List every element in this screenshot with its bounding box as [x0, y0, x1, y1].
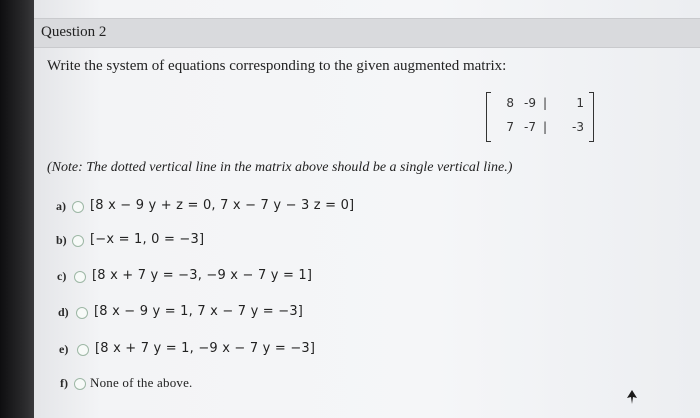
matrix-cell: 7 [506, 120, 514, 134]
option-d[interactable] [34, 302, 434, 324]
question-title: Question 2 [41, 24, 107, 40]
radio-button[interactable] [74, 378, 86, 390]
matrix-cell: 8 [506, 96, 514, 110]
option-letter: e) [59, 342, 69, 356]
matrix-cell: -7 [524, 120, 536, 134]
matrix-row [486, 120, 594, 136]
option-a[interactable] [34, 196, 434, 218]
matrix-note: (Note: The dotted vertical line in the matrix above should be a single vertical line.) [47, 160, 513, 175]
radio-button[interactable] [72, 201, 84, 213]
matrix-separator: | [542, 96, 548, 110]
option-text: [8 x − 9 y + z = 0, 7 x − 7 y − 3 z = 0] [90, 198, 355, 213]
radio-button[interactable] [77, 344, 89, 356]
option-f[interactable] [34, 373, 434, 395]
radio-button[interactable] [76, 307, 88, 319]
augmented-matrix [486, 92, 594, 142]
matrix-cell: 1 [576, 96, 584, 110]
matrix-row [486, 96, 594, 112]
matrix-cell: -3 [572, 120, 584, 134]
option-b[interactable] [34, 230, 434, 252]
option-c[interactable] [34, 266, 434, 288]
option-e[interactable] [34, 339, 434, 361]
option-text: [8 x + 7 y = 1, −9 x − 7 y = −3] [95, 341, 316, 356]
option-letter: d) [58, 305, 69, 319]
option-text: [−x = 1, 0 = −3] [90, 232, 205, 247]
option-letter: c) [57, 269, 67, 283]
question-page [34, 0, 700, 418]
screen-bezel [0, 0, 35, 418]
question-header [34, 18, 700, 48]
option-text: None of the above. [90, 375, 193, 390]
option-text: [8 x − 9 y = 1, 7 x − 7 y = −3] [94, 304, 304, 319]
question-prompt: Write the system of equations corresponding to the given augmented matrix: [47, 58, 507, 74]
matrix-cell: -9 [524, 96, 536, 110]
option-letter: f) [60, 376, 68, 390]
radio-button[interactable] [72, 235, 84, 247]
option-letter: a) [56, 199, 66, 213]
option-letter: b) [56, 233, 67, 247]
matrix-separator: | [542, 120, 548, 134]
option-text: [8 x + 7 y = −3, −9 x − 7 y = 1] [92, 268, 313, 283]
mouse-pointer-icon [626, 390, 638, 404]
radio-button[interactable] [74, 271, 86, 283]
